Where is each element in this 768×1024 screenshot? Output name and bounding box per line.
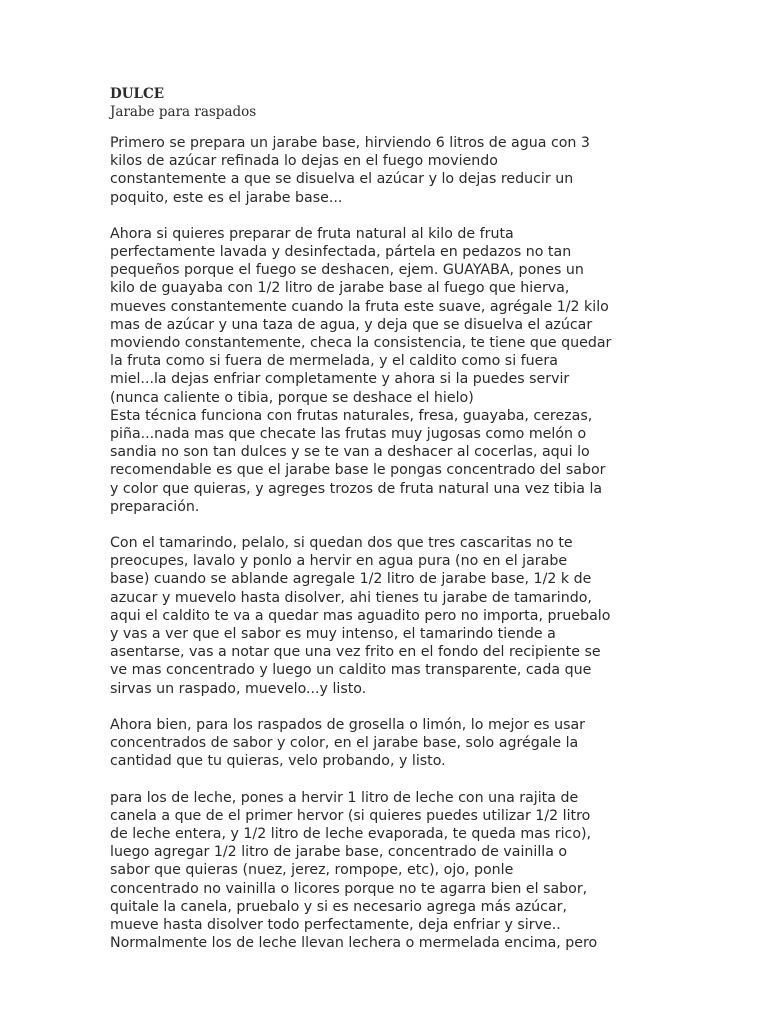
- document-subtitle: Jarabe para raspados: [110, 104, 257, 120]
- paragraph-tamarindo: Con el tamarindo, pelalo, si quedan dos que tres cascaritas no te preocupes, lavalo y ponlo a hervir en agua pura (no en el jarabe base) cuando se ablande agregale 1/2 litro de jarabe base, 1/2 k de azucar y muevelo hasta disolver, ahi tienes tu jarabe de tamarindo, aqui el caldito te va a quedar mas aguadito pero no importa, pruebalo y vas a ver que el sabor es muy intenso, el tamarindo tiende a asentarse, vas a notar que una vez frito en el fondo del recipiente se ve mas concentrado y luego un caldito mas transparente, cada que sirvas un raspado, muevelo...y listo.: [110, 535, 611, 697]
- paragraph-fruta-natural: Ahora si quieres preparar de fruta natural al kilo de fruta perfectamente lavada y desinfectada, pártela en pedazos no tan pequeños porque el fuego se deshacen, ejem. GUAYABA, pones un kilo de guayaba con 1/2 litro de jarabe base al fuego que hierva, mueves constantemente cuando la fruta este suave, agrégale 1/2 kilo mas de azúcar y una taza de agua, y deja que se disuelva el azúcar moviendo constantemente, checa la consistencia, te tiene que quedar la fruta como si fuera de mermelada, y el caldito como si fuera miel...la dejas enfriar completamente y ahora si la puedes servir (nunca caliente o tibia, porque se deshace el hielo): [110, 225, 612, 406]
- document-title: DULCE: [110, 86, 165, 102]
- paragraph-leche: para los de leche, pones a hervir 1 litro de leche con una rajita de canela a que de el primer hervor (si quieres puedes utilizar 1/2 litro de leche entera, y 1/2 litro de leche evaporada, te queda mas rico), luego agregar 1/2 litro de jarabe base, concentrado de vainilla o sabor que quieras (nuez, jerez, rompope, etc), ojo, ponle concentrado no vainilla o licores porque no te agarra bien el sabor, quitale la canela, pruebalo y si es necesario agrega más azúcar, mueve hasta disolver todo perfectamente, deja enfriar y sirve.. Normalmente los de leche llevan lechera o mermelada encima, pero: [110, 789, 598, 952]
- document-page: [110, 85, 670, 952]
- paragraph-jarabe-base: Primero se prepara un jarabe base, hirviendo 6 litros de agua con 3 kilos de azúcar refinada lo dejas en el fuego moviendo constantemente a que se disuelva el azúcar y lo dejas reducir un poquito, este es el jarabe base...: [110, 135, 590, 206]
- paragraph-grosella-limon: Ahora bien, para los raspados de grosella o limón, lo mejor es usar concentrados de sabor y color, en el jarabe base, solo agrégale la cantidad que tu quieras, velo probando, y listo.: [110, 716, 585, 770]
- paragraph-tecnica-frutas: Esta técnica funciona con frutas naturales, fresa, guayaba, cerezas, piña...nada mas que checate las frutas muy jugosas como melón o sandia no son tan dulces y se te van a deshacer al cocerlas, aqui lo recomendable es que el jarabe base le pongas concentrado del sabor y color que quieras, y agreges trozos de fruta natural una vez tibia la preparación.: [110, 407, 606, 515]
